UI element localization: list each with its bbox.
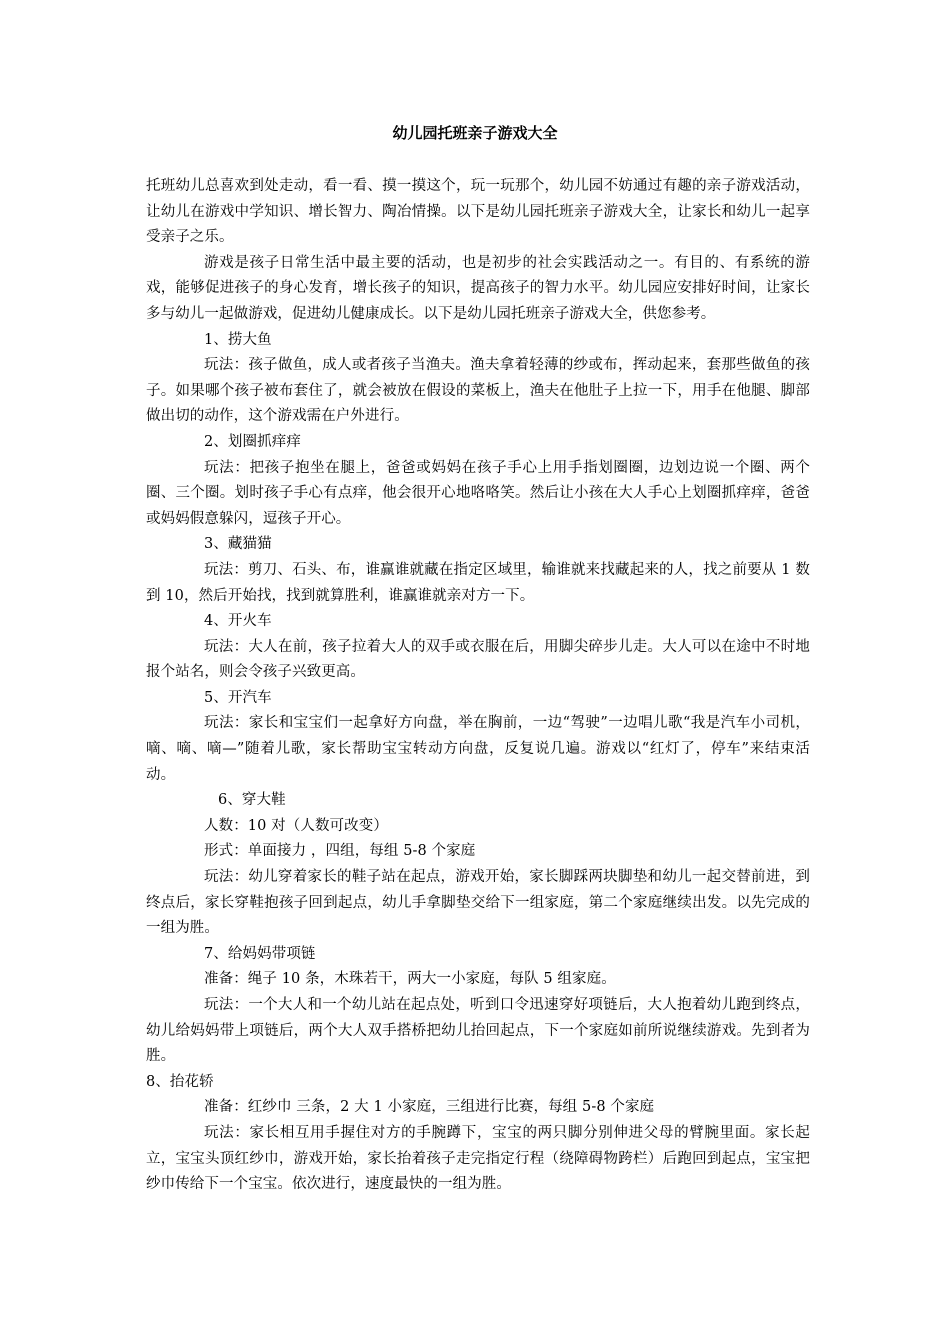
section-heading-5: 5、开汽车 — [204, 689, 272, 706]
paragraph-game-7-rules: 玩法：一个大人和一个幼儿站在起点处，听到口令迅速穿好项链后，大人抱着幼儿跑到终点，幼儿给妈妈带上项链后，两个大人双手搭桥把幼儿抬回起点，下一个家庭如前所说继续游戏。先到者为胜。 — [146, 997, 810, 1065]
section-heading-8: 8、抬花轿 — [146, 1073, 214, 1090]
section-heading-3: 3、藏猫猫 — [204, 536, 272, 553]
paragraph-game-4: 玩法：大人在前，孩子拉着大人的双手或衣服在后，用脚尖碎步儿走。大人可以在途中不时地报个站名，则会令孩子兴致更高。 — [146, 638, 810, 681]
paragraph-game-2: 玩法：把孩子抱坐在腿上，爸爸或妈妈在孩子手心上用手指划圈圈，边划边说一个圈、两个圈、三个圈。划时孩子手心有点痒，他会很开心地咯咯笑。然后让小孩在大人手心上划圈抓痒痒，爸爸或妈妈假意躲闪，逗孩子开心。 — [146, 459, 810, 527]
paragraph-overview: 游戏是孩子日常生活中最主要的活动，也是初步的社会实践活动之一。有目的、有系统的游戏，能够促进孩子的身心发育，增长孩子的知识，提高孩子的智力水平。幼儿园应安排好时间，让家长多与幼儿一起做游戏，促进幼儿健康成长。以下是幼儿园托班亲子游戏大全，供您参考。 — [146, 254, 810, 322]
paragraph-game-7-prep: 准备：绳子 10 条，木珠若干，两大一小家庭，每队 5 组家庭。 — [204, 971, 616, 988]
paragraph-game-8-prep: 准备：红纱巾 三条，2 大 1 小家庭，三组进行比赛，每组 5-8 个家庭 — [204, 1099, 655, 1116]
document-title: 幼儿园托班亲子游戏大全 — [392, 124, 558, 142]
paragraph-game-5: 玩法：家长和宝宝们一起拿好方向盘，举在胸前，一边“驾驶”一边唱儿歌“我是汽车小司机，嘀、嘀、嘀—”随着儿歌，家长帮助宝宝转动方向盘，反复说几遍。游戏以“红灯了，停车”来结束活动。 — [146, 715, 810, 783]
paragraph-intro: 托班幼儿总喜欢到处走动，看一看、摸一摸这个，玩一玩那个，幼儿园不妨通过有趣的亲子游戏活动，让幼儿在游戏中学知识、增长智力、陶冶情操。以下是幼儿园托班亲子游戏大全，让家长和幼儿一起享受亲子之乐。 — [146, 178, 810, 246]
section-heading-6: 6、穿大鞋 — [218, 792, 286, 809]
paragraph-game-6-format: 形式：单面接力 ，四组，每组 5-8 个家庭 — [204, 843, 476, 860]
section-heading-2: 2、划圈抓痒痒 — [204, 433, 301, 450]
document-body — [146, 174, 810, 1198]
paragraph-game-6-rules: 玩法：幼儿穿着家长的鞋子站在起点，游戏开始，家长脚踩两块脚垫和幼儿一起交替前进，到终点后，家长穿鞋抱孩子回到起点，幼儿手拿脚垫交给下一组家庭，第二个家庭继续出发。以先完成的一组为胜。 — [146, 869, 810, 937]
section-heading-1: 1、捞大鱼 — [204, 331, 272, 348]
paragraph-game-1: 玩法：孩子做鱼，成人或者孩子当渔夫。渔夫拿着轻薄的纱或布，挥动起来，套那些做鱼的孩子。如果哪个孩子被布套住了，就会被放在假设的菜板上，渔夫在他肚子上拉一下，用手在他腿、脚部做出切的动作，这个游戏需在户外进行。 — [146, 357, 810, 425]
paragraph-game-6-players: 人数：10 对（人数可改变） — [204, 817, 388, 834]
section-heading-7: 7、给妈妈带项链 — [204, 945, 316, 962]
paragraph-game-8-rules: 玩法：家长相互用手握住对方的手腕蹲下，宝宝的两只脚分别伸进父母的臂腕里面。家长起立，宝宝头顶红纱巾，游戏开始，家长抬着孩子走完指定行程（绕障碍物跨栏）后跑回到起点，宝宝把纱巾传给下一个宝宝。依次进行，速度最快的一组为胜。 — [146, 1124, 810, 1193]
paragraph-game-3: 玩法：剪刀、石头、布，谁赢谁就藏在指定区域里，输谁就来找藏起来的人，找之前要从 1 数到 10，然后开始找，找到就算胜利，谁赢谁就亲对方一下。 — [146, 561, 810, 604]
section-heading-4: 4、开火车 — [204, 613, 272, 630]
